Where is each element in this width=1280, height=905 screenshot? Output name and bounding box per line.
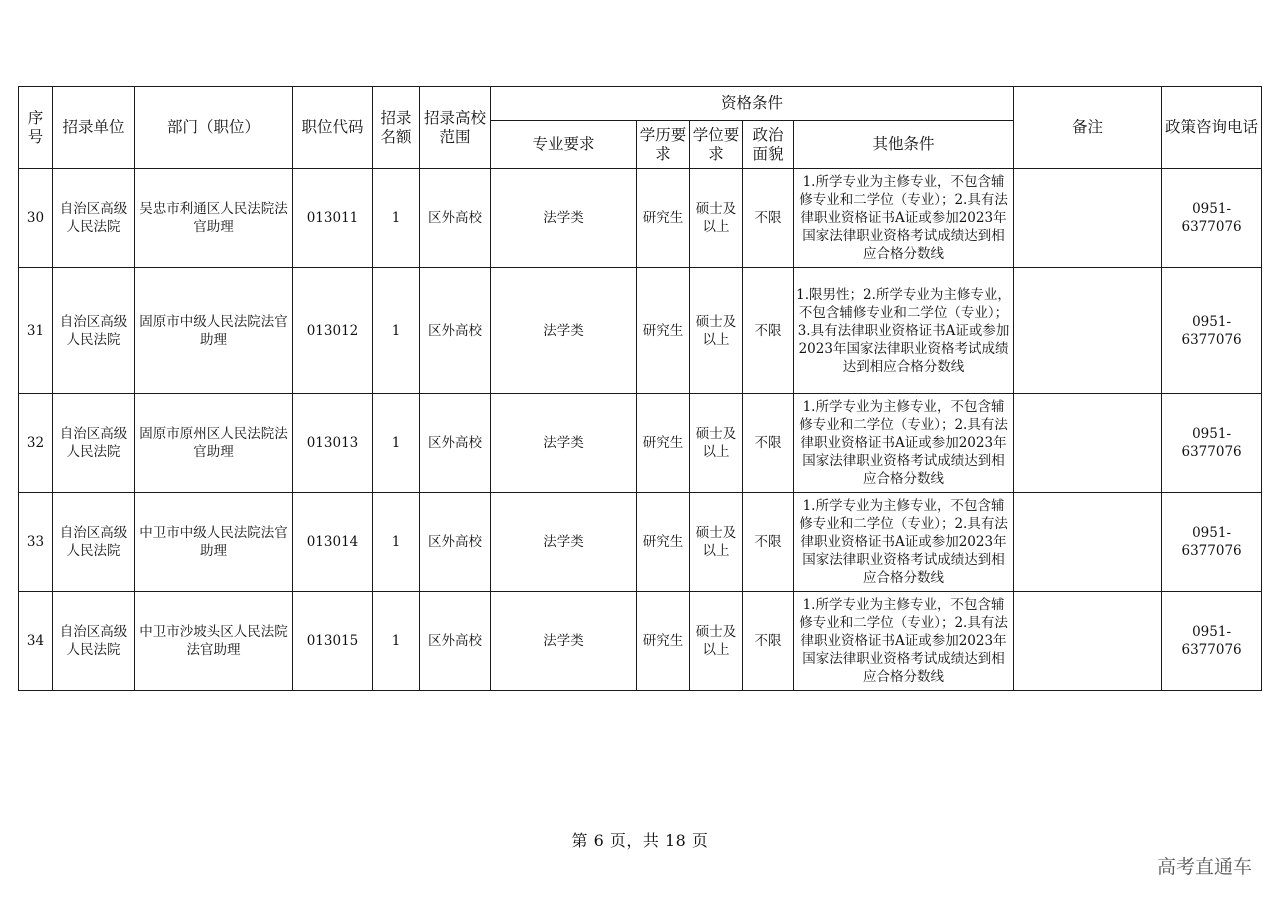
header-remark: 备注 [1014,87,1162,169]
cell-scope: 区外高校 [420,169,491,268]
cell-quota: 1 [373,268,420,394]
header-dept: 部门（职位） [135,87,293,169]
cell-phone: 0951-6377076 [1162,592,1262,691]
cell-political: 不限 [743,169,794,268]
header-qualification: 资格条件 [491,87,1014,121]
header-quota: 招录名额 [373,87,420,169]
cell-remark [1014,592,1162,691]
cell-other: 1.所学专业为主修专业，不包含辅修专业和二学位（专业）；2.具有法律职业资格证书A证或参加2023年国家法律职业资格考试成绩达到相应合格分数线 [794,592,1014,691]
cell-dept: 中卫市沙坡头区人民法院法官助理 [135,592,293,691]
cell-dept: 中卫市中级人民法院法官助理 [135,493,293,592]
header-degree: 学位要求 [690,121,743,169]
cell-degree: 硕士及以上 [690,592,743,691]
table-row [19,592,1262,691]
cell-seq: 31 [19,268,53,394]
cell-political: 不限 [743,493,794,592]
cell-seq: 32 [19,394,53,493]
cell-remark [1014,268,1162,394]
cell-quota: 1 [373,169,420,268]
cell-dept: 固原市中级人民法院法官助理 [135,268,293,394]
header-major: 专业要求 [491,121,637,169]
cell-quota: 1 [373,394,420,493]
cell-seq: 30 [19,169,53,268]
table-row [19,493,1262,592]
cell-unit: 自治区高级人民法院 [53,493,135,592]
cell-scope: 区外高校 [420,268,491,394]
cell-other: 1.限男性；2.所学专业为主修专业，不包含辅修专业和二学位（专业）；3.具有法律职业资格证书A证或参加2023年国家法律职业资格考试成绩达到相应合格分数线 [794,268,1014,394]
table-header-row [19,87,1262,121]
cell-code: 013011 [293,169,373,268]
cell-remark [1014,169,1162,268]
cell-major: 法学类 [491,394,637,493]
header-phone: 政策咨询电话 [1162,87,1262,169]
recruitment-table [18,86,1262,691]
cell-other: 1.所学专业为主修专业，不包含辅修专业和二学位（专业）；2.具有法律职业资格证书A证或参加2023年国家法律职业资格考试成绩达到相应合格分数线 [794,169,1014,268]
cell-political: 不限 [743,268,794,394]
watermark-logo: 高考直通车 [1156,856,1252,878]
cell-degree: 硕士及以上 [690,493,743,592]
cell-education: 研究生 [637,169,690,268]
cell-dept: 固原市原州区人民法院法官助理 [135,394,293,493]
cell-degree: 硕士及以上 [690,268,743,394]
cell-other: 1.所学专业为主修专业，不包含辅修专业和二学位（专业）；2.具有法律职业资格证书A证或参加2023年国家法律职业资格考试成绩达到相应合格分数线 [794,493,1014,592]
cell-education: 研究生 [637,268,690,394]
cell-remark [1014,493,1162,592]
cell-phone: 0951-6377076 [1162,394,1262,493]
cell-seq: 33 [19,493,53,592]
table-row [19,268,1262,394]
header-other: 其他条件 [794,121,1014,169]
cell-code: 013015 [293,592,373,691]
cell-seq: 34 [19,592,53,691]
cell-unit: 自治区高级人民法院 [53,394,135,493]
cell-dept: 吴忠市利通区人民法院法官助理 [135,169,293,268]
cell-unit: 自治区高级人民法院 [53,268,135,394]
cell-phone: 0951-6377076 [1162,268,1262,394]
cell-code: 013014 [293,493,373,592]
header-unit: 招录单位 [53,87,135,169]
cell-education: 研究生 [637,493,690,592]
cell-unit: 自治区高级人民法院 [53,169,135,268]
cell-major: 法学类 [491,169,637,268]
cell-education: 研究生 [637,394,690,493]
cell-remark [1014,394,1162,493]
header-code: 职位代码 [293,87,373,169]
cell-major: 法学类 [491,493,637,592]
cell-code: 013012 [293,268,373,394]
cell-code: 013013 [293,394,373,493]
table-row [19,169,1262,268]
header-seq: 序号 [19,87,53,169]
cell-scope: 区外高校 [420,394,491,493]
cell-quota: 1 [373,592,420,691]
cell-quota: 1 [373,493,420,592]
cell-degree: 硕士及以上 [690,169,743,268]
cell-political: 不限 [743,394,794,493]
cell-phone: 0951-6377076 [1162,169,1262,268]
cell-scope: 区外高校 [420,592,491,691]
page-number: 第 6 页，共 18 页 [571,831,709,850]
header-political: 政治面貌 [743,121,794,169]
cell-major: 法学类 [491,592,637,691]
cell-education: 研究生 [637,592,690,691]
cell-political: 不限 [743,592,794,691]
header-education: 学历要求 [637,121,690,169]
cell-scope: 区外高校 [420,493,491,592]
header-scope: 招录高校范围 [420,87,491,169]
cell-phone: 0951-6377076 [1162,493,1262,592]
table-row [19,394,1262,493]
cell-major: 法学类 [491,268,637,394]
cell-degree: 硕士及以上 [690,394,743,493]
cell-unit: 自治区高级人民法院 [53,592,135,691]
cell-other: 1.所学专业为主修专业，不包含辅修专业和二学位（专业）；2.具有法律职业资格证书A证或参加2023年国家法律职业资格考试成绩达到相应合格分数线 [794,394,1014,493]
